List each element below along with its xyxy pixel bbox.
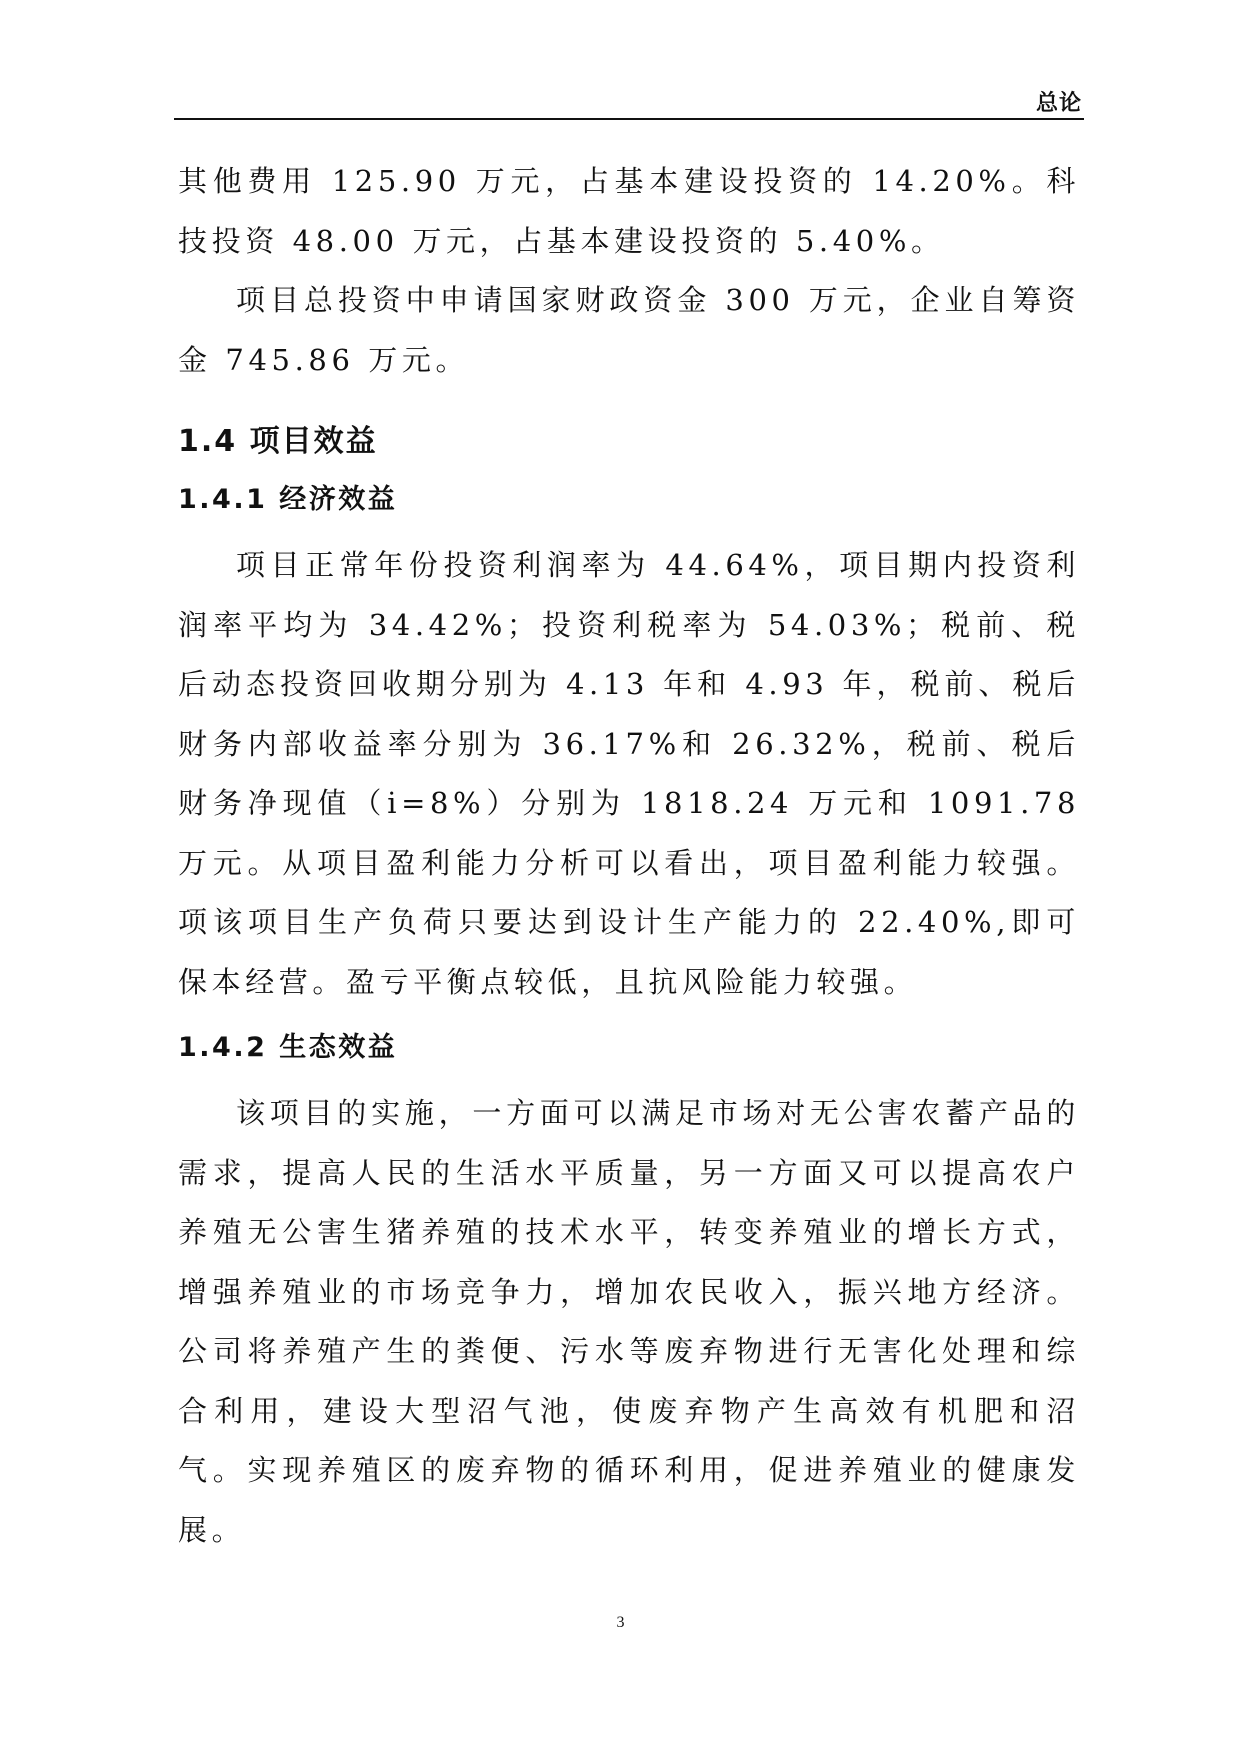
header-rule xyxy=(174,118,1084,120)
header-title: 总论 xyxy=(1035,91,1082,116)
subsection-heading-ecological-benefits: 1.4.2 生态效益 xyxy=(178,1032,398,1063)
page-number: 3 xyxy=(616,1614,625,1631)
paragraph-funding: 项目总投资中申请国家财政资金 300 万元，企业自筹资金 745.86 万元。 xyxy=(178,283,1080,377)
page-content xyxy=(178,152,1080,1560)
paragraph-other-costs: 其他费用 125.90 万元，占基本建设投资的 14.20%。科技投资 48.00 万元，占基本建设投资的 5.40%。 xyxy=(178,164,1080,258)
paragraph-economic-benefits: 项目正常年份投资利润率为 44.64%，项目期内投资利润率平均为 34.42%；投资利税率为 54.03%；税前、税后动态投资回收期分别为 4.13 年和 4.93 年，税前、税后财务内部收益率分别为 36.17%和 26.32%，税前、税后财务净现值（i=8%）分别为 1818.24 万元和 1091.78 万元。从项目盈利能力分析可以看出，项目盈利能力较强。项该项目生产负荷只要达到设计生产能力的 22.40%,即可保本经营。盈亏平衡点较低，且抗风险能力较强。 xyxy=(178,548,1080,999)
section-heading-project-benefits: 1.4 项目效益 xyxy=(178,424,378,459)
paragraph-ecological-benefits: 该项目的实施，一方面可以满足市场对无公害农蓄产品的需求，提高人民的生活水平质量，另一方面又可以提高农户养殖无公害生猪养殖的技术水平，转变养殖业的增长方式，增强养殖业的市场竞争力，增加农民收入，振兴地方经济。公司将养殖产生的粪便、污水等废弃物进行无害化处理和综合利用，建设大型沼气池，使废弃物产生高效有机肥和沼气。实现养殖区的废弃物的循环利用，促进养殖业的健康发展。 xyxy=(178,1096,1080,1547)
subsection-heading-economic-benefits: 1.4.1 经济效益 xyxy=(178,484,398,515)
